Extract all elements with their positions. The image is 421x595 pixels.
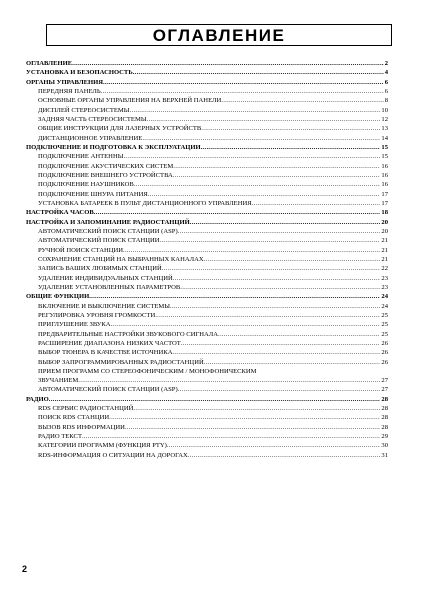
- toc-entry: [26, 87, 388, 96]
- toc-entry-label: РЕГУЛИРОВКА УРОВНЯ ГРОМКОСТИ: [38, 311, 156, 319]
- toc-entry-page: 17: [381, 190, 388, 198]
- toc-entry: [26, 162, 388, 171]
- toc-leader-dots: [103, 78, 384, 87]
- toc-entry-page: 13: [381, 125, 388, 133]
- toc-entry-label: ВЫБОР ЗАПРОГРАММИРОВАННЫХ РАДИОСТАНЦИЙ: [38, 358, 204, 366]
- toc-entry: [26, 311, 388, 320]
- toc-entry: [26, 199, 388, 208]
- toc-leader-dots: [155, 311, 380, 320]
- toc-entry-page: 20: [381, 227, 388, 235]
- toc-entry: [26, 124, 388, 133]
- toc-leader-dots: [204, 358, 381, 367]
- toc-entry-label: ПОДКЛЮЧЕНИЕ АНТЕННЫ: [38, 153, 124, 161]
- toc-leader-dots: [133, 68, 384, 77]
- toc-entry-label: РАДИО: [26, 395, 49, 403]
- page-number: 2: [22, 564, 28, 574]
- toc-entry-page: 27: [381, 377, 388, 385]
- toc-entry-page: 26: [381, 349, 388, 357]
- toc-entry-label: ПЕРЕДНЯЯ ПАНЕЛЬ: [38, 87, 101, 95]
- toc-entry: [26, 423, 388, 432]
- toc-leader-dots: [173, 162, 380, 171]
- toc-entry-page: 28: [381, 414, 388, 422]
- page-title: ОГЛАВЛЕНИЕ: [152, 25, 286, 45]
- toc-entry-page: 25: [381, 311, 388, 319]
- toc-leader-dots: [78, 376, 380, 385]
- toc-entry-page: 2: [384, 60, 388, 67]
- toc-entry-page: 25: [381, 330, 388, 338]
- toc-entry-page: 24: [381, 293, 388, 301]
- toc-leader-dots: [221, 96, 383, 105]
- toc-entry-label: КАТЕГОРИИ ПРОГРАММ (ФУНКЦИЯ PTY): [38, 442, 167, 450]
- toc-leader-dots: [190, 218, 381, 227]
- toc-leader-dots: [89, 292, 380, 301]
- toc-entry-page: 12: [381, 115, 388, 123]
- toc-entry: [26, 330, 388, 339]
- toc-entry-page: 6: [384, 87, 388, 95]
- toc-leader-dots: [125, 423, 381, 432]
- toc-entry: [26, 283, 388, 292]
- toc-section-entry: [26, 59, 388, 68]
- toc-entry-label: СОХРАНЕНИЕ СТАНЦИЙ НА ВЫБРАННЫХ КАНАЛАХ: [38, 255, 204, 263]
- toc-leader-dots: [172, 348, 380, 357]
- toc-entry-page: 28: [381, 423, 388, 431]
- toc-entry-label: ПОДКЛЮЧЕНИЕ ШНУРА ПИТАНИЯ: [38, 190, 148, 198]
- toc-entry-label: RDS СЕРВИС РАДИОСТАНЦИЙ: [38, 405, 134, 413]
- toc-leader-dots: [134, 180, 381, 189]
- toc-leader-dots: [72, 59, 384, 68]
- toc-leader-dots: [188, 451, 381, 460]
- toc-leader-dots: [49, 395, 381, 404]
- toc-entry-page: 22: [381, 265, 388, 273]
- toc-entry: [26, 190, 388, 199]
- toc-entry-label: ОРГАНЫ УПРАВЛЕНИЯ: [26, 78, 104, 86]
- toc-entry: [26, 348, 388, 357]
- toc-entry-page: 8: [384, 97, 388, 105]
- toc-entry-page: 31: [381, 451, 388, 459]
- toc-entry-page: 28: [381, 405, 388, 413]
- toc-entry-label: ПОИСК RDS СТАНЦИИ: [38, 414, 110, 422]
- toc-entry: [26, 106, 388, 115]
- table-of-contents: [26, 59, 388, 460]
- toc-entry-page: 25: [381, 321, 388, 329]
- toc-entry-label: ПОДКЛЮЧЕНИЕ АКУСТИЧЕСКИХ СИСТЕМ: [38, 162, 174, 170]
- toc-leader-dots: [201, 124, 380, 133]
- toc-leader-dots: [148, 190, 381, 199]
- toc-leader-dots: [181, 339, 381, 348]
- toc-leader-dots: [173, 171, 381, 180]
- toc-entry-label: ДИСПЛЕЙ СТЕРЕОСИСТЕМЫ: [38, 106, 130, 114]
- toc-entry-page: 23: [381, 283, 388, 291]
- toc-entry: [26, 385, 388, 394]
- toc-entry-page: 18: [381, 209, 388, 217]
- toc-entry-page: 16: [381, 162, 388, 170]
- toc-leader-dots: [123, 152, 380, 161]
- toc-entry-label: НАСТРОЙКА И ЗАПОМИНАНИЕ РАДИОСТАНЦИЙ: [26, 218, 190, 226]
- toc-entry-page: 21: [381, 255, 388, 263]
- toc-entry-page: 17: [381, 199, 388, 207]
- toc-leader-dots: [252, 199, 381, 208]
- toc-entry-label: АВТОМАТИЧЕСКИЙ ПОИСК СТАНЦИИ (ASP): [38, 227, 178, 235]
- toc-leader-dots: [170, 302, 380, 311]
- toc-entry: [26, 404, 388, 413]
- toc-leader-dots: [82, 432, 380, 441]
- toc-entry: [26, 367, 388, 376]
- toc-leader-dots: [130, 106, 381, 115]
- toc-leader-dots: [180, 283, 380, 292]
- toc-leader-dots: [94, 208, 381, 217]
- toc-entry-label: ПОДКЛЮЧЕНИЕ НАУШНИКОВ: [38, 181, 134, 189]
- toc-entry-page: 10: [381, 106, 388, 114]
- toc-section-entry: [26, 208, 388, 217]
- toc-entry: [26, 432, 388, 441]
- toc-leader-dots: [101, 87, 384, 96]
- toc-entry-label: РАДИО ТЕКСТ: [38, 433, 82, 441]
- toc-leader-dots: [178, 385, 381, 394]
- toc-leader-dots: [162, 264, 381, 273]
- toc-entry-page: 14: [381, 134, 388, 142]
- toc-section-entry: [26, 143, 388, 152]
- toc-entry-label: ПОДКЛЮЧЕНИЕ И ПОДГОТОВКА К ЭКСПЛУАТАЦИИ: [26, 143, 201, 151]
- toc-section-entry: [26, 292, 388, 301]
- toc-entry-page: 4: [384, 69, 388, 77]
- toc-section-entry: [26, 78, 388, 87]
- toc-entry-label: ВКЛЮЧЕНИЕ И ВЫКЛЮЧЕНИЕ СИСТЕМЫ: [38, 302, 171, 310]
- toc-entry: [26, 96, 388, 105]
- toc-entry-label: ЗАПИСЬ ВАШИХ ЛЮБИМЫХ СТАНЦИЙ: [38, 265, 162, 273]
- toc-entry-label: РАСШИРЕНИЕ ДИАПАЗОНА НИЗКИХ ЧАСТОТ: [38, 339, 181, 347]
- toc-entry: [26, 255, 388, 264]
- toc-entry: [26, 171, 388, 180]
- toc-entry-label: ПРИЕМ ПРОГРАММ СО СТЕРЕОФОНИЧЕСКИМ / МОНОФОНИЧЕСКИМ: [38, 367, 257, 375]
- toc-entry-page: 29: [381, 433, 388, 441]
- toc-entry: [26, 115, 388, 124]
- toc-entry-label: ВЫЗОВ RDS ИНФОРМАЦИИ: [38, 423, 125, 431]
- toc-entry-label: ЗВУЧАНИЕМ: [38, 377, 79, 385]
- toc-section-entry: [26, 68, 388, 77]
- toc-entry: [26, 376, 388, 385]
- toc-leader-dots: [204, 255, 381, 264]
- toc-entry-label: УСТАНОВКА БАТАРЕЕК В ПУЛЬТ ДИСТАНЦИОННОГО УПРАВЛЕНИЯ: [38, 199, 252, 207]
- toc-entry-label: АВТОМАТИЧЕСКИЙ ПОИСК СТАНЦИИ: [38, 237, 160, 245]
- toc-entry-label: ВЫБОР ТЮНЕРА В КАЧЕСТВЕ ИСТОЧНИКА: [38, 349, 173, 357]
- toc-entry-page: 30: [381, 442, 388, 450]
- toc-entry: [26, 246, 388, 255]
- toc-entry-label: ОБЩИЕ ФУНКЦИИ: [26, 293, 90, 301]
- toc-entry-label: УДАЛЕНИЕ УСТАНОВЛЕННЫХ ПАРАМЕТРОВ: [38, 283, 181, 291]
- toc-entry: [26, 134, 388, 143]
- toc-entry: [26, 236, 388, 245]
- toc-leader-dots: [133, 404, 380, 413]
- toc-entry-page: 26: [381, 339, 388, 347]
- toc-leader-dots: [167, 441, 381, 450]
- toc-leader-dots: [218, 330, 380, 339]
- toc-leader-dots: [109, 413, 380, 422]
- toc-entry: [26, 441, 388, 450]
- toc-entry: [26, 264, 388, 273]
- toc-leader-dots: [173, 274, 381, 283]
- toc-entry-label: НАСТРОЙКА ЧАСОВ: [26, 209, 94, 217]
- toc-entry: [26, 320, 388, 329]
- toc-entry: [26, 358, 388, 367]
- toc-leader-dots: [147, 115, 381, 124]
- toc-section-entry: [26, 395, 388, 404]
- toc-entry: [26, 180, 388, 189]
- toc-entry-page: 21: [381, 246, 388, 254]
- toc-entry-page: 16: [381, 181, 388, 189]
- toc-entry-label: ОГЛАВЛЕНИЕ: [26, 60, 73, 67]
- toc-entry: [26, 274, 388, 283]
- toc-entry-page: 15: [381, 153, 388, 161]
- toc-entry-label: ЗАДНЯЯ ЧАСТЬ СТЕРЕОСИСТЕМЫ: [38, 115, 147, 123]
- toc-entry-page: 26: [381, 358, 388, 366]
- toc-entry-label: ПРИГЛУШЕНИЕ ЗВУКА: [38, 321, 111, 329]
- toc-entry-page: 24: [381, 302, 388, 310]
- toc-leader-dots: [160, 236, 381, 245]
- toc-leader-dots: [178, 227, 381, 236]
- toc-entry-label: ОСНОВНЫЕ ОРГАНЫ УПРАВЛЕНИЯ НА ВЕРХНЕЙ ПАНЕЛИ: [38, 97, 222, 105]
- toc-entry: [26, 339, 388, 348]
- toc-entry-page: 6: [384, 78, 388, 86]
- toc-leader-dots: [123, 246, 380, 255]
- toc-entry-page: 27: [381, 386, 388, 394]
- toc-entry-page: 16: [381, 171, 388, 179]
- toc-entry-page: 28: [381, 395, 388, 403]
- toc-entry-label: RDS-ИНФОРМАЦИЯ О СИТУАЦИИ НА ДОРОГАХ: [38, 451, 188, 459]
- toc-entry-label: ОБЩИЕ ИНСТРУКЦИИ ДЛЯ ЛАЗЕРНЫХ УСТРОЙСТВ: [38, 125, 202, 133]
- toc-entry-label: АВТОМАТИЧЕСКИЙ ПОИСК СТАНЦИИ (ASP): [38, 386, 178, 394]
- toc-entry-page: 15: [381, 143, 388, 151]
- toc-leader-dots: [201, 143, 381, 152]
- toc-entry-label: ДИСТАНЦИОННОЕ УПРАВЛЕНИЕ: [38, 134, 143, 142]
- toc-leader-dots: [142, 134, 380, 143]
- toc-entry: [26, 451, 388, 460]
- toc-entry-page: 21: [381, 237, 388, 245]
- toc-entry: [26, 413, 388, 422]
- toc-entry-page: 23: [381, 274, 388, 282]
- toc-entry-label: УСТАНОВКА И БЕЗОПАСНОСТЬ: [26, 69, 133, 77]
- toc-entry: [26, 152, 388, 161]
- toc-entry: [26, 302, 388, 311]
- toc-entry-label: УДАЛЕНИЕ ИНДИВИДУАЛЬНЫХ СТАНЦИЙ: [38, 274, 173, 282]
- toc-section-entry: [26, 218, 388, 227]
- toc-entry-label: ПОДКЛЮЧЕНИЕ ВНЕШНЕГО УСТРОЙСТВА: [38, 171, 173, 179]
- toc-leader-dots: [111, 320, 381, 329]
- toc-entry-page: 20: [381, 218, 388, 226]
- title-frame: [46, 24, 392, 46]
- toc-entry-label: ПРЕДВАРИТЕЛЬНЫЕ НАСТРОЙКИ ЗВУКОВОГО СИГНАЛА: [38, 330, 219, 338]
- toc-entry: [26, 227, 388, 236]
- toc-entry-label: РУЧНОЙ ПОИСК СТАНЦИИ: [38, 246, 124, 254]
